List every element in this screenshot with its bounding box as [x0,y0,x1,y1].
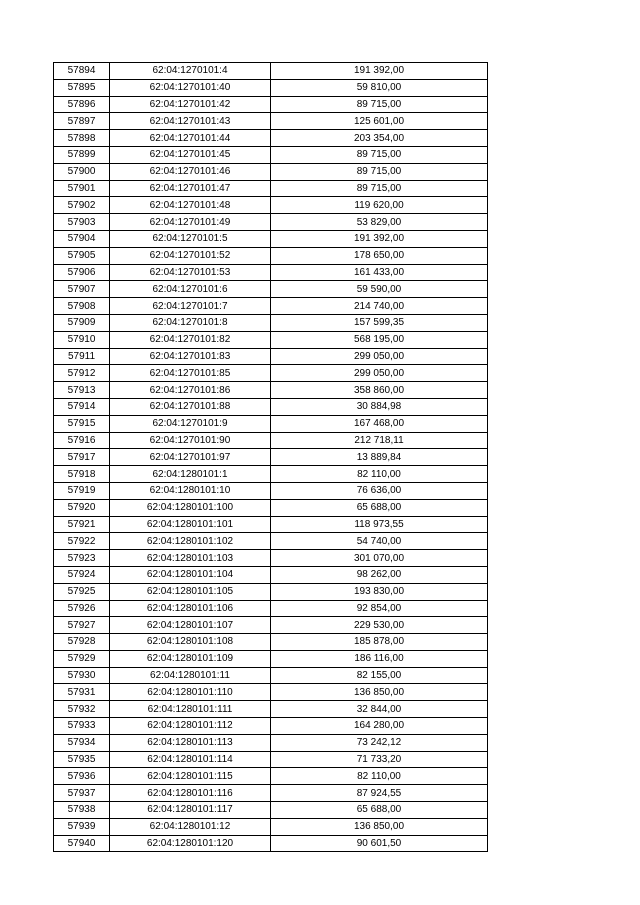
row-number-cell: 57936 [54,768,110,785]
cadastral-number-cell: 62:04:1270101:97 [110,449,271,466]
row-number-cell: 57905 [54,247,110,264]
cadastral-value-cell: 167 468,00 [271,415,488,432]
table-row [54,449,488,466]
cadastral-number-cell: 62:04:1270101:40 [110,79,271,96]
row-number-cell: 57917 [54,449,110,466]
cadastral-number-cell: 62:04:1280101:103 [110,550,271,567]
cadastral-number-cell: 62:04:1270101:85 [110,365,271,382]
cadastral-value-cell: 54 740,00 [271,533,488,550]
cadastral-number-cell: 62:04:1280101:117 [110,802,271,819]
row-number-cell: 57897 [54,113,110,130]
row-number-cell: 57928 [54,634,110,651]
table-row [54,634,488,651]
cadastral-value-cell: 358 860,00 [271,382,488,399]
cadastral-value-cell: 119 620,00 [271,197,488,214]
cadastral-number-cell: 62:04:1270101:53 [110,264,271,281]
table-row [54,667,488,684]
cadastral-value-cell: 32 844,00 [271,701,488,718]
cadastral-number-cell: 62:04:1280101:108 [110,634,271,651]
cadastral-number-cell: 62:04:1280101:102 [110,533,271,550]
row-number-cell: 57919 [54,482,110,499]
table-row [54,818,488,835]
row-number-cell: 57908 [54,298,110,315]
table-row [54,802,488,819]
row-number-cell: 57904 [54,230,110,247]
row-number-cell: 57927 [54,617,110,634]
table-row [54,113,488,130]
cadastral-number-cell: 62:04:1280101:120 [110,835,271,852]
cadastral-value-cell: 193 830,00 [271,583,488,600]
table-row [54,298,488,315]
cadastral-value-cell: 71 733,20 [271,751,488,768]
row-number-cell: 57913 [54,382,110,399]
cadastral-number-cell: 62:04:1270101:42 [110,96,271,113]
cadastral-number-cell: 62:04:1270101:90 [110,432,271,449]
cadastral-value-cell: 186 116,00 [271,650,488,667]
row-number-cell: 57937 [54,785,110,802]
cadastral-number-cell: 62:04:1280101:113 [110,734,271,751]
cadastral-value-cell: 136 850,00 [271,684,488,701]
row-number-cell: 57911 [54,348,110,365]
cadastral-value-cell: 161 433,00 [271,264,488,281]
table-row [54,314,488,331]
table-row [54,650,488,667]
table-row [54,163,488,180]
table-row [54,230,488,247]
table-row [54,751,488,768]
table-row [54,247,488,264]
table-row [54,398,488,415]
cadastral-number-cell: 62:04:1280101:101 [110,516,271,533]
cadastral-number-cell: 62:04:1280101:115 [110,768,271,785]
cadastral-value-cell: 59 590,00 [271,281,488,298]
cadastral-number-cell: 62:04:1270101:82 [110,331,271,348]
row-number-cell: 57907 [54,281,110,298]
row-number-cell: 57940 [54,835,110,852]
cadastral-value-cell: 90 601,50 [271,835,488,852]
table-row [54,718,488,735]
cadastral-value-cell: 212 718,11 [271,432,488,449]
table-row [54,331,488,348]
cadastral-number-cell: 62:04:1270101:86 [110,382,271,399]
table-row [54,835,488,852]
cadastral-value-cell: 92 854,00 [271,600,488,617]
cadastral-number-cell: 62:04:1270101:83 [110,348,271,365]
row-number-cell: 57923 [54,550,110,567]
cadastral-value-cell: 59 810,00 [271,79,488,96]
cadastral-number-cell: 62:04:1280101:105 [110,583,271,600]
row-number-cell: 57899 [54,146,110,163]
cadastral-value-cell: 164 280,00 [271,718,488,735]
cadastral-value-cell: 82 110,00 [271,466,488,483]
cadastral-value-cell: 53 829,00 [271,214,488,231]
cadastral-number-cell: 62:04:1270101:6 [110,281,271,298]
cadastral-value-cell: 125 601,00 [271,113,488,130]
cadastral-value-cell: 30 884,98 [271,398,488,415]
table-row [54,768,488,785]
cadastral-number-cell: 62:04:1280101:114 [110,751,271,768]
table-row [54,734,488,751]
cadastral-value-cell: 191 392,00 [271,230,488,247]
cadastral-value-cell: 118 973,55 [271,516,488,533]
table-row [54,482,488,499]
row-number-cell: 57918 [54,466,110,483]
table-row [54,550,488,567]
row-number-cell: 57933 [54,718,110,735]
cadastral-number-cell: 62:04:1280101:10 [110,482,271,499]
cadastral-number-cell: 62:04:1280101:107 [110,617,271,634]
table-row [54,466,488,483]
cadastral-value-cell: 87 924,55 [271,785,488,802]
cadastral-number-cell: 62:04:1280101:116 [110,785,271,802]
table-row [54,533,488,550]
cadastral-value-cell: 301 070,00 [271,550,488,567]
cadastral-value-table [53,62,488,852]
table-row [54,197,488,214]
table-row [54,415,488,432]
table-body [54,63,488,852]
table-row [54,382,488,399]
cadastral-number-cell: 62:04:1270101:5 [110,230,271,247]
cadastral-number-cell: 62:04:1270101:47 [110,180,271,197]
cadastral-value-cell: 89 715,00 [271,146,488,163]
row-number-cell: 57906 [54,264,110,281]
row-number-cell: 57894 [54,63,110,80]
row-number-cell: 57898 [54,130,110,147]
row-number-cell: 57935 [54,751,110,768]
row-number-cell: 57896 [54,96,110,113]
table-row [54,146,488,163]
table-row [54,348,488,365]
table-row [54,566,488,583]
table-row [54,499,488,516]
row-number-cell: 57914 [54,398,110,415]
cadastral-number-cell: 62:04:1280101:11 [110,667,271,684]
row-number-cell: 57931 [54,684,110,701]
row-number-cell: 57912 [54,365,110,382]
table-row [54,701,488,718]
table-row [54,264,488,281]
row-number-cell: 57900 [54,163,110,180]
table-row [54,365,488,382]
cadastral-number-cell: 62:04:1270101:45 [110,146,271,163]
cadastral-value-cell: 203 354,00 [271,130,488,147]
table-row [54,600,488,617]
table-row [54,617,488,634]
table-row [54,432,488,449]
cadastral-value-cell: 73 242,12 [271,734,488,751]
cadastral-value-cell: 299 050,00 [271,365,488,382]
cadastral-value-cell: 82 110,00 [271,768,488,785]
cadastral-number-cell: 62:04:1270101:49 [110,214,271,231]
row-number-cell: 57925 [54,583,110,600]
cadastral-value-cell: 89 715,00 [271,163,488,180]
cadastral-number-cell: 62:04:1270101:4 [110,63,271,80]
table-row [54,130,488,147]
row-number-cell: 57932 [54,701,110,718]
table-row [54,684,488,701]
cadastral-value-cell: 65 688,00 [271,499,488,516]
cadastral-number-cell: 62:04:1270101:8 [110,314,271,331]
cadastral-number-cell: 62:04:1270101:52 [110,247,271,264]
cadastral-number-cell: 62:04:1280101:12 [110,818,271,835]
row-number-cell: 57901 [54,180,110,197]
cadastral-number-cell: 62:04:1270101:46 [110,163,271,180]
cadastral-number-cell: 62:04:1270101:88 [110,398,271,415]
cadastral-number-cell: 62:04:1280101:109 [110,650,271,667]
cadastral-value-cell: 568 195,00 [271,331,488,348]
cadastral-number-cell: 62:04:1270101:48 [110,197,271,214]
cadastral-value-cell: 76 636,00 [271,482,488,499]
row-number-cell: 57903 [54,214,110,231]
row-number-cell: 57915 [54,415,110,432]
cadastral-number-cell: 62:04:1280101:1 [110,466,271,483]
table-row [54,516,488,533]
cadastral-number-cell: 62:04:1270101:43 [110,113,271,130]
row-number-cell: 57934 [54,734,110,751]
row-number-cell: 57922 [54,533,110,550]
row-number-cell: 57938 [54,802,110,819]
cadastral-value-cell: 13 889,84 [271,449,488,466]
row-number-cell: 57926 [54,600,110,617]
cadastral-value-cell: 65 688,00 [271,802,488,819]
table-row [54,63,488,80]
cadastral-value-cell: 157 599,35 [271,314,488,331]
cadastral-value-cell: 89 715,00 [271,180,488,197]
cadastral-number-cell: 62:04:1280101:112 [110,718,271,735]
cadastral-number-cell: 62:04:1270101:44 [110,130,271,147]
row-number-cell: 57924 [54,566,110,583]
row-number-cell: 57910 [54,331,110,348]
row-number-cell: 57939 [54,818,110,835]
cadastral-value-cell: 185 878,00 [271,634,488,651]
table-row [54,583,488,600]
document-page [53,62,488,852]
cadastral-value-cell: 299 050,00 [271,348,488,365]
cadastral-value-cell: 214 740,00 [271,298,488,315]
row-number-cell: 57930 [54,667,110,684]
row-number-cell: 57902 [54,197,110,214]
row-number-cell: 57929 [54,650,110,667]
table-row [54,180,488,197]
cadastral-value-cell: 136 850,00 [271,818,488,835]
row-number-cell: 57921 [54,516,110,533]
cadastral-value-cell: 98 262,00 [271,566,488,583]
cadastral-number-cell: 62:04:1270101:7 [110,298,271,315]
row-number-cell: 57916 [54,432,110,449]
cadastral-value-cell: 178 650,00 [271,247,488,264]
cadastral-value-cell: 191 392,00 [271,63,488,80]
cadastral-value-cell: 89 715,00 [271,96,488,113]
table-row [54,214,488,231]
cadastral-value-cell: 82 155,00 [271,667,488,684]
cadastral-number-cell: 62:04:1280101:100 [110,499,271,516]
table-row [54,281,488,298]
row-number-cell: 57920 [54,499,110,516]
cadastral-number-cell: 62:04:1280101:106 [110,600,271,617]
cadastral-number-cell: 62:04:1270101:9 [110,415,271,432]
row-number-cell: 57909 [54,314,110,331]
table-row [54,79,488,96]
row-number-cell: 57895 [54,79,110,96]
cadastral-number-cell: 62:04:1280101:104 [110,566,271,583]
table-row [54,785,488,802]
table-row [54,96,488,113]
cadastral-number-cell: 62:04:1280101:110 [110,684,271,701]
cadastral-number-cell: 62:04:1280101:111 [110,701,271,718]
cadastral-value-cell: 229 530,00 [271,617,488,634]
